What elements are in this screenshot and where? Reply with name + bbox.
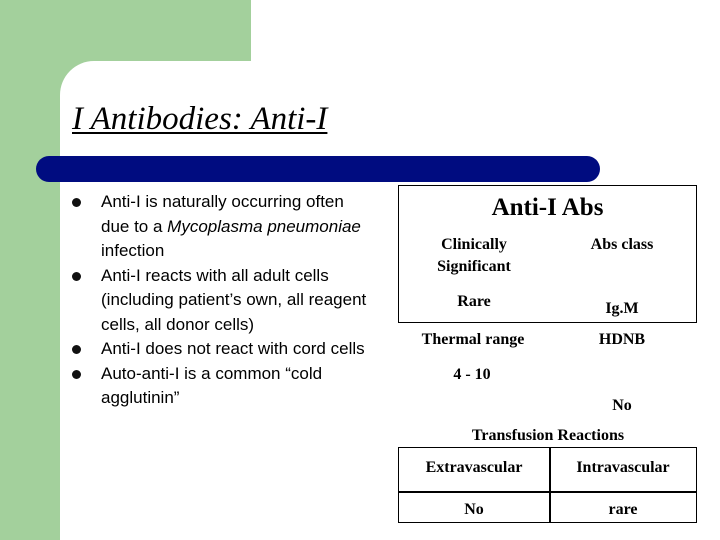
abs-class-label: Abs class: [590, 236, 654, 253]
bullet-item: [72, 190, 372, 264]
bullet-text-italic: Mycoplasma pneumoniae: [167, 216, 361, 236]
bullet-text: Anti-I does not react with cord cells: [101, 339, 365, 358]
bullet-dot-icon: [72, 198, 81, 207]
table-header-extravascular: Extravascular: [425, 459, 523, 476]
thermal-range-label: Thermal range: [421, 331, 525, 348]
bullet-dot-icon: [72, 272, 81, 281]
table-cell-extravascular: No: [464, 501, 484, 518]
hdnb-label: HDNB: [598, 331, 646, 348]
bullet-text: Auto-anti-I is a common “cold agglutinin”: [101, 363, 323, 407]
anti-i-abs-title: Anti-I Abs: [491, 194, 604, 221]
bullet-item: [72, 264, 372, 338]
table-divider: [399, 491, 696, 493]
table-cell-intravascular: rare: [608, 501, 638, 518]
igm-value: Ig.M: [605, 300, 639, 317]
clinically-significant-label: Clinically Significant: [437, 236, 511, 275]
bullet-item: [72, 337, 372, 362]
bullet-list: [72, 190, 372, 411]
bullet-text: Anti-I is naturally occurring often due to a: [101, 192, 344, 236]
transfusion-reactions-table: [398, 447, 697, 523]
title-divider-bar: [36, 156, 600, 182]
slide-title: I Antibodies: Anti-I: [72, 101, 328, 137]
bullet-text: infection: [101, 241, 165, 260]
transfusion-reactions-title: Transfusion Reactions: [471, 427, 625, 444]
bullet-dot-icon: [72, 345, 81, 354]
bullet-item: [72, 362, 372, 411]
table-header-intravascular: Intravascular: [576, 459, 670, 476]
thermal-range-value: 4 - 10: [453, 366, 491, 383]
bullet-text: Anti-I reacts with all adult cells (including patient’s own, all reagent cells, all donor cells): [101, 265, 367, 334]
bullet-dot-icon: [72, 370, 81, 379]
hdnb-value: No: [612, 397, 632, 414]
rare-value: Rare: [457, 293, 491, 310]
